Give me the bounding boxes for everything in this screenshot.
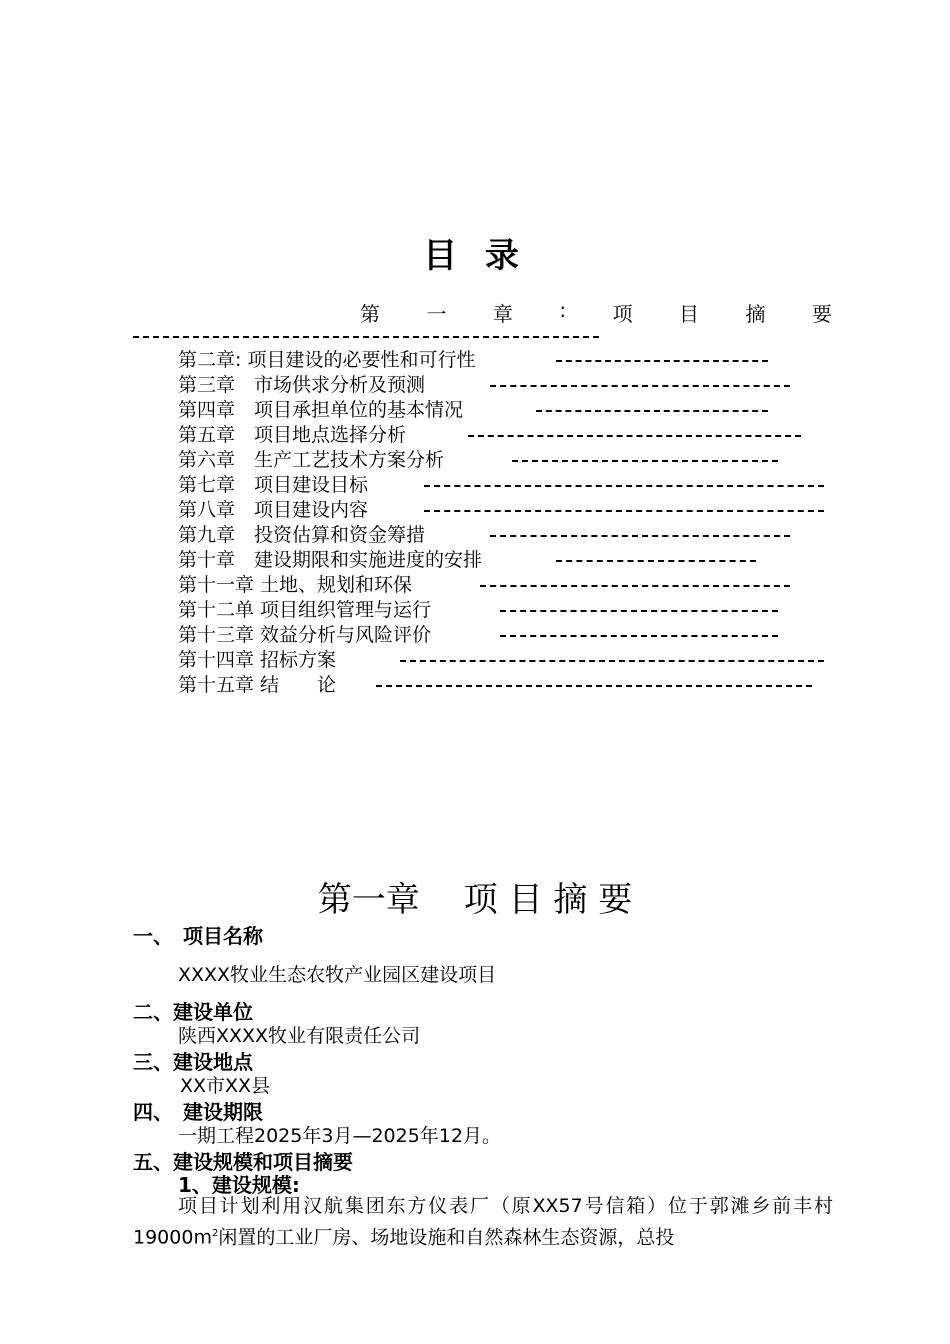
section-heading-builder: 二、建设单位	[133, 1000, 253, 1024]
toc-entry	[178, 398, 838, 423]
toc-entry	[178, 623, 838, 648]
section-heading-period: 四、 建设期限	[133, 1100, 263, 1124]
toc-leader-dashes	[376, 685, 812, 687]
toc-entry-label: 第十四章 招标方案	[178, 649, 337, 671]
toc-entry-label: 第三章 市场供求分析及预测	[178, 374, 426, 396]
toc-char: 章	[492, 302, 513, 326]
scale-paragraph-text: 项目计划利用汉航集团东方仪表厂（原XX57号信箱）位于郭滩乡前丰村19000m	[133, 1195, 833, 1249]
builder-value: 陕西XXXX牧业有限责任公司	[178, 1025, 421, 1047]
toc-leader-dashes	[556, 360, 768, 362]
toc-entry	[178, 498, 838, 523]
toc-entry	[178, 348, 838, 373]
section-heading-scale: 五、建设规模和项目摘要	[133, 1150, 353, 1174]
toc-entry-label: 第六章 生产工艺技术方案分析	[178, 449, 445, 471]
toc-entry-label: 第十五章 结 论	[178, 674, 337, 696]
section-heading-project-name: 一、 项目名称	[133, 924, 263, 948]
subsection-heading-scale: 1、建设规模:	[178, 1173, 300, 1197]
toc-leader-dashes	[490, 535, 790, 537]
chapter-number: 第一章	[317, 880, 420, 920]
toc-leader-dashes	[500, 610, 778, 612]
toc-char: 摘	[745, 302, 766, 326]
scale-paragraph	[133, 1192, 833, 1251]
toc-entry-label: 第八章 项目建设内容	[178, 499, 369, 521]
toc-entry	[178, 448, 838, 473]
project-name-value: XXXX牧业生态农牧产业园区建设项目	[178, 964, 497, 986]
toc-char: 项	[612, 302, 633, 326]
chapter-title	[0, 872, 950, 921]
toc-entry-label: 第十二单 项目组织管理与运行	[178, 599, 432, 621]
square-superscript: 2	[211, 1228, 219, 1239]
toc-char: 第	[360, 302, 380, 326]
toc-char: :	[559, 298, 567, 322]
toc-entry-label: 第七章 项目建设目标	[178, 474, 369, 496]
toc-leader-dashes	[400, 660, 824, 662]
toc-entry-chapter-1	[360, 298, 832, 327]
toc-leader-dashes	[424, 485, 824, 487]
toc-title: 目 录	[423, 236, 527, 276]
toc-leader-dashes	[556, 560, 756, 562]
chapter-name: 项 目 摘 要	[463, 880, 633, 920]
toc-leader-dashes	[536, 410, 768, 412]
toc-entry	[178, 648, 838, 673]
location-value: XX市XX县	[180, 1075, 271, 1097]
toc-entry	[178, 373, 838, 398]
toc-leader-dashes	[490, 385, 790, 387]
toc-entry-label: 第十章 建设期限和实施进度的安排	[178, 549, 483, 571]
toc-list	[178, 348, 838, 698]
toc-entry	[178, 573, 838, 598]
toc-leader-dashes	[480, 585, 790, 587]
toc-entry	[178, 423, 838, 448]
toc-entry-label: 第五章 项目地点选择分析	[178, 424, 407, 446]
scale-paragraph-text-cont: 闲置的工业厂房、场地设施和自然森林生态资源，总投	[218, 1226, 675, 1249]
toc-entry	[178, 548, 838, 573]
toc-leader-dashes	[468, 435, 801, 437]
toc-leader-dashes	[500, 635, 778, 637]
toc-char: 要	[811, 302, 832, 326]
toc-leader-dashes	[512, 460, 778, 462]
toc-leader-dashes	[424, 510, 824, 512]
toc-entry	[178, 523, 838, 548]
period-value: 一期工程2025年3月—2025年12月。	[178, 1125, 501, 1147]
toc-entry-label: 第十一章 土地、规划和环保	[178, 574, 413, 596]
toc-entry-label: 第九章 投资估算和资金筹措	[178, 524, 426, 546]
section-heading-location: 三、建设地点	[133, 1050, 253, 1074]
toc-entry-label: 第十三章 效益分析与风险评价	[178, 624, 432, 646]
toc-entry	[178, 598, 838, 623]
toc-entry-label: 第四章 项目承担单位的基本情况	[178, 399, 464, 421]
toc-entry-label: 第二章: 项目建设的必要性和可行性	[178, 349, 476, 371]
toc-char: 一	[426, 302, 447, 326]
toc-entry	[178, 473, 838, 498]
toc-leader-dashes	[133, 328, 599, 338]
toc-char: 目	[679, 302, 700, 326]
toc-entry	[178, 673, 838, 698]
